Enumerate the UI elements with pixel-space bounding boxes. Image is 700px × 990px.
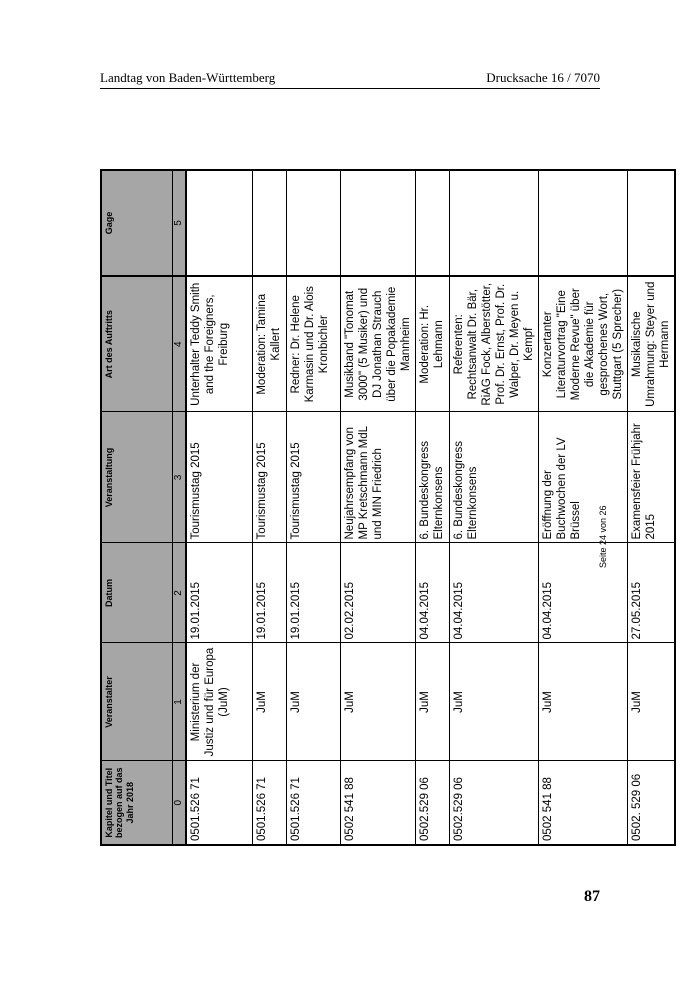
table-cell: 04.04.2015 [538,543,627,643]
column-header: Veranstaltung [101,412,173,543]
table-cell: 0501.526 71 [286,761,340,845]
column-header: Art des Auftritts [101,276,173,412]
table-cell: 0502.529 06 [415,761,449,845]
table-cell: JuM [627,643,675,761]
table-row [415,170,449,845]
appearances-table [100,169,676,846]
table-cell: 19.01.2015 [286,543,340,643]
table-cell: Neujahrsempfang von MP Kretschmann MdL und MIN Friedrich [340,412,415,543]
column-number: 1 [173,643,187,761]
table-cell: JuM [252,643,286,761]
table-row [340,170,415,845]
table-cell [415,170,449,276]
page-number: 87 [584,888,600,905]
table-cell: 0501.526 71 [252,761,286,845]
table-cell: Konzertanter Literaturvortrag "Eine Moderne Revue" über die Akademie für gesprochenes Wort, Stuttgart (5 Sprecher) [538,276,627,412]
table-cell: Moderation: Hr. Lehmann [415,276,449,412]
page-note-text: Seite 24 von 26 [598,505,608,568]
table-cell: Ministerium der Justiz und für Europa (JuM) [186,643,252,761]
column-header: Datum [101,543,173,643]
table-cell: JuM [286,643,340,761]
table-cell [286,170,340,276]
table-cell: 0502.529 06 [449,761,538,845]
table-cell: Tourismustag 2015 [286,412,340,543]
table-row [252,170,286,845]
running-head [100,70,600,89]
table-cell: 0501.526 71 [186,761,252,845]
column-number: 5 [173,170,187,276]
table-cell: Tourismustag 2015 [186,412,252,543]
table-cell: 02.02.2015 [340,543,415,643]
table-cell: Redner: Dr. Helene Karmasin und Dr. Alois Kronbichler [286,276,340,412]
table-cell: JuM [449,643,538,761]
table-cell: Referenten: Rechtsanwalt Dr. Bär, RiAG Fock, Alberstötter, Prof. Dr. Ernst, Prof. Dr. Walper, Dr. Meyen u. Kempf [449,276,538,412]
table-cell: 6. Bundeskongress Elternkonsens [415,412,449,543]
table-cell: Tourismustag 2015 [252,412,286,543]
table-cell: Examensfeier Frühjahr 2015 [627,412,675,543]
table-cell: 6. Bundeskongress Elternkonsens [449,412,538,543]
table-row [449,170,538,845]
table-row [186,170,252,845]
column-number: 4 [173,276,187,412]
table-cell: Eröffnung der Buchwochen der LV Brüssel [538,412,627,543]
table-cell: Musikband "Tonomat 3000" (5 Musiker) und DJ Jonathan Strauch über die Popakademie Mannheim [340,276,415,412]
table-cell: JuM [538,643,627,761]
table-cell: 04.04.2015 [415,543,449,643]
table-cell: Unterhalter Teddy Smith and the Foreigners, Freiburg [186,276,252,412]
table-cell: 27.05.2015 [627,543,675,643]
table-cell: 0502 541 88 [340,761,415,845]
table-cell: 04.04.2015 [449,543,538,643]
table-cell [252,170,286,276]
table-cell: JuM [415,643,449,761]
table-cell [538,170,627,276]
table-cell: 19.01.2015 [186,543,252,643]
page-note [596,488,616,578]
column-number: 2 [173,543,187,643]
table-cell [449,170,538,276]
table-cell: Moderation: Tamina Kallert [252,276,286,412]
running-head-right: Drucksache 16 / 7070 [486,70,600,85]
table-cell [186,170,252,276]
table-cell: Musikalische Umrahmung: Steyer und Hermann [627,276,675,412]
column-header: Veranstalter [101,643,173,761]
table-cell: 0502 541 88 [538,761,627,845]
column-header: Kapitel und Titel bezogen auf das Jahr 2018 [101,761,173,845]
column-number: 0 [173,761,187,845]
table-cell: 19.01.2015 [252,543,286,643]
running-head-left: Landtag von Baden-Württemberg [100,70,276,85]
table-cell [340,170,415,276]
table-row [286,170,340,845]
column-header: Gage [101,170,173,276]
table-row [627,170,675,845]
table-cell: 0502. 529 06 [627,761,675,845]
table-cell: JuM [340,643,415,761]
column-number: 3 [173,412,187,543]
table-cell [627,170,675,276]
